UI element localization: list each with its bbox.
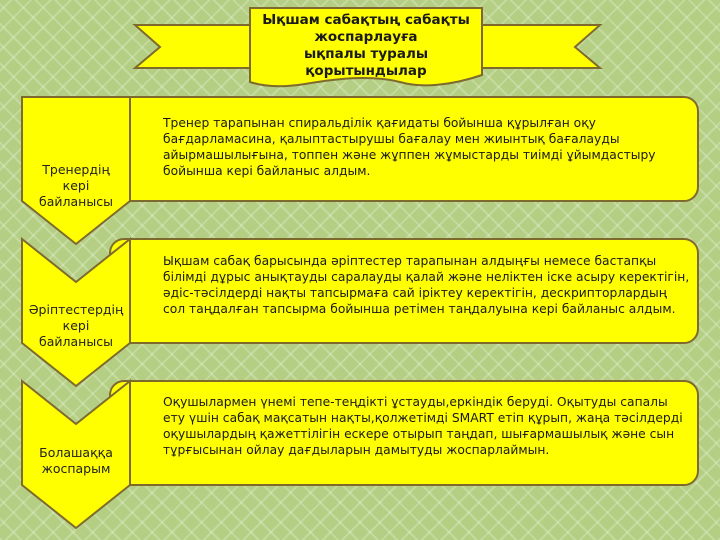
chevron-label-3: Болашаққа жоспарым bbox=[39, 445, 113, 476]
banner-right-tail bbox=[482, 25, 600, 68]
row-text-1: Тренер тарапынан спиральділік қағидаты бойынша құрылған оқу бағдарламасина, қалыптастырушы бағалау мен жиынтық бағалауды айырмашылығына, топпен және жұппен жұмыстарды тиімді ұйымдастыру бойынша кері байланыс алдым. bbox=[163, 116, 656, 178]
row-text-3: Оқушылармен үнемі тепе-теңдікті ұстауды,еркіндік беруді. Оқытуды сапалы ету үшін сабақ мақсатын нақты,қолжетімді SMART етіп құрып, жаңа тәсілдерді оқушылардың қажеттілігін ескере отырып таңдап, шығармашылық және сын тұрғысынан ойлау дағдыларын дамытуды жоспарлаймын. bbox=[163, 395, 683, 457]
chevron-label-1: Тренердің кері байланысы bbox=[39, 162, 113, 209]
page-title: Ықшам сабақтың сабақты жоспарлауға ықпалы туралы қорытындылар bbox=[262, 12, 470, 79]
chevron-label-2: Әріптестердің кері байланысы bbox=[28, 302, 124, 349]
row-text-2: Ықшам сабақ барысында әріптестер тарапынан алдыңғы немесе бастапқы білімді дұрыс анықтауды саралауды қалай және неліктен іске асыру керектігін, әдіс-тәсілдерді нақты тапсырмаға сай іріктеу керектігін, дескрипторлардың сол таңдалған тапсырма бойынша ретімен таңдалуына кері байланыс алдым. bbox=[163, 254, 690, 316]
banner-left-tail bbox=[135, 25, 250, 68]
